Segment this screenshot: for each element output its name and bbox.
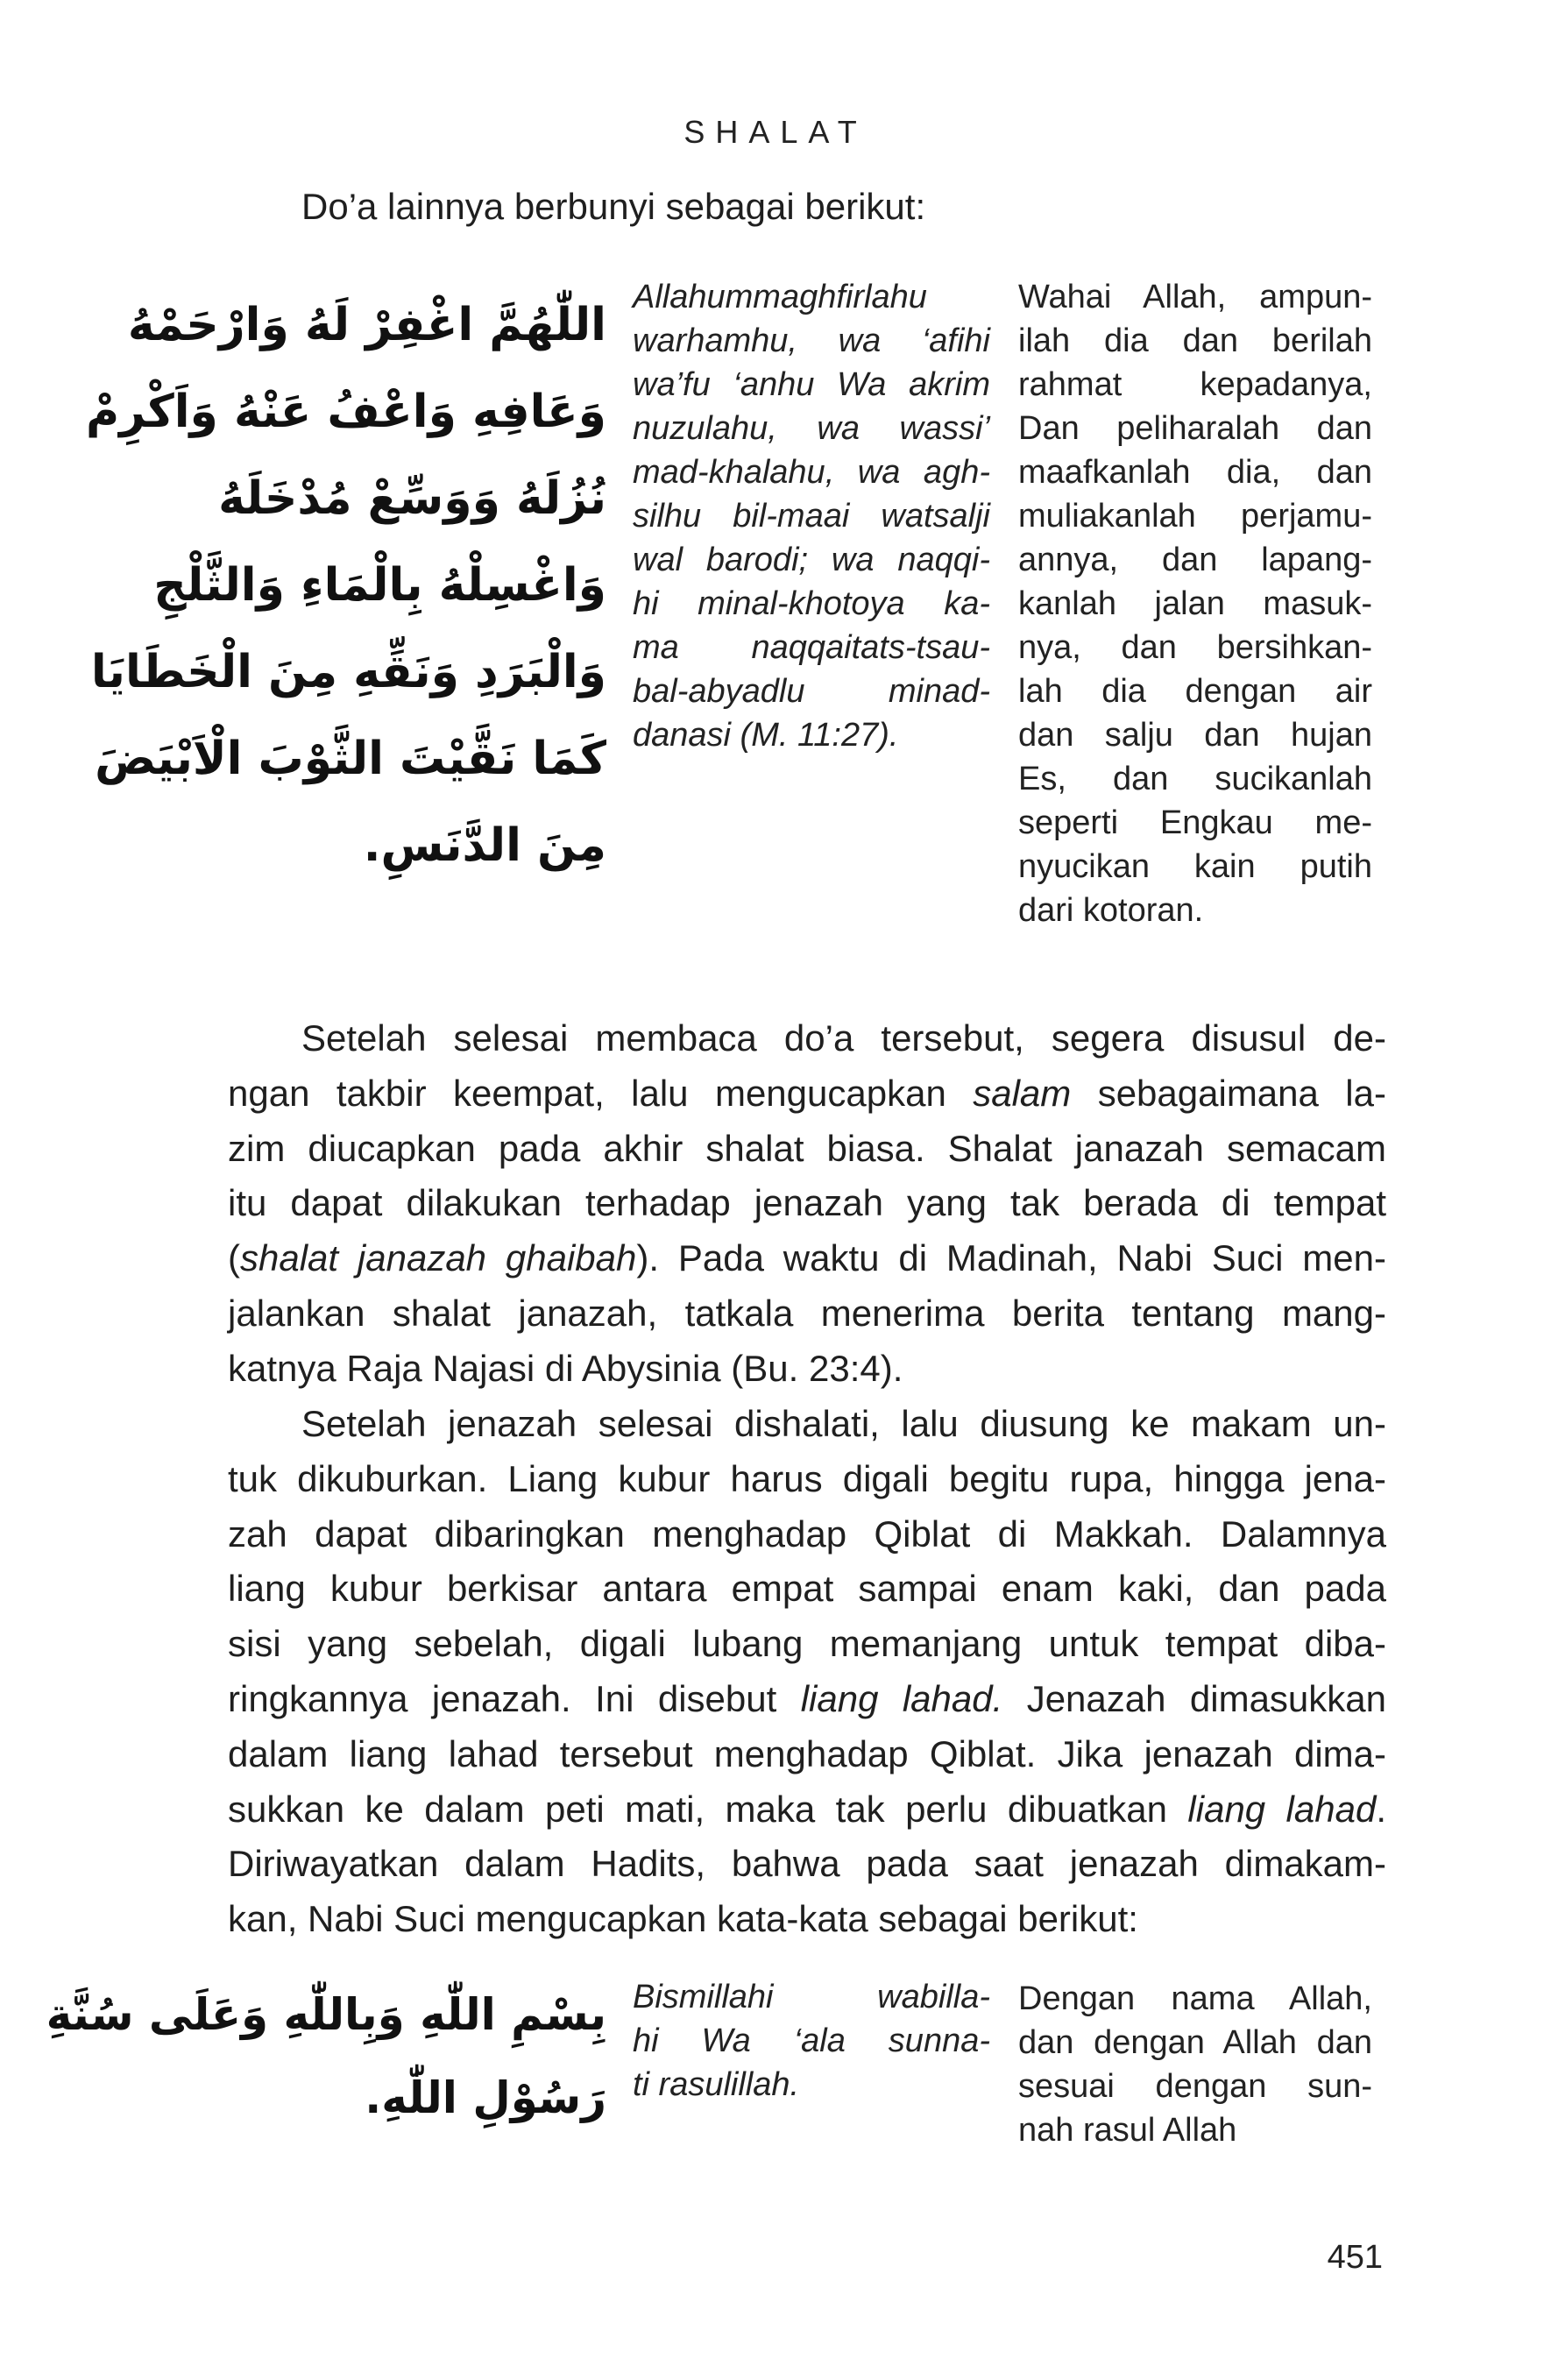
paragraph-line: jalankan shalat janazah, tatkala menerima berita tentang mang-	[228, 1292, 1386, 1334]
translation-line: Wahai Allah, ampun-	[1018, 279, 1372, 315]
translit-line: ma naqqaitats-tsau-	[633, 629, 990, 666]
paragraph-line	[228, 1782, 1386, 1838]
text-run: sukkan ke dalam peti mati, maka tak perlu dibuatkan	[228, 1788, 1188, 1830]
translit-line: silhu bil-maai watsalji	[633, 498, 990, 535]
paragraph-line: katnya Raja Najasi di Abysinia (Bu. 23:4).	[228, 1347, 903, 1389]
prayer1-transliteration	[633, 275, 990, 757]
paragraph-2	[228, 1397, 1386, 1947]
arabic-line: رَسُوْلِ اللّٰهِ.	[365, 2072, 606, 2123]
text-run: ringkannya jenazah. Ini disebut	[228, 1677, 801, 1719]
translation-line: Dan peliharalah dan	[1018, 410, 1372, 447]
text-run: ngan takbir keempat, lalu mengucapkan	[228, 1072, 974, 1114]
translit-line: ti rasulillah.	[633, 2066, 800, 2103]
translation-line: Dengan nama Allah,	[1018, 1980, 1372, 2017]
translation-line: dan dengan Allah dan	[1018, 2024, 1372, 2061]
text-run: sebagaimana la-	[1071, 1072, 1386, 1114]
translation-line: sesuai dengan sun-	[1018, 2068, 1372, 2105]
italic-term: liang lahad	[1187, 1788, 1377, 1830]
translation-line: maafkanlah dia, dan	[1018, 454, 1372, 491]
translit-line: bal-abyadlu minad-	[633, 673, 990, 710]
paragraph-line: sisi yang sebelah, digali lubang memanjang untuk tempat diba-	[228, 1623, 1386, 1665]
translit-line: Bismillahi wabilla-	[633, 1979, 990, 2015]
translation-line: seperti Engkau me-	[1018, 804, 1372, 841]
paragraph-line: kan, Nabi Suci mengucapkan kata-kata sebagai berikut:	[228, 1898, 1138, 1940]
translation-line: kanlah jalan masuk-	[1018, 585, 1372, 622]
translation-line: annya, dan lapang-	[1018, 542, 1372, 578]
prayer2-translation	[1018, 1977, 1372, 2152]
text-run: (	[228, 1237, 240, 1279]
paragraph-line: Setelah selesai membaca do’a tersebut, segera disusul de-	[301, 1017, 1386, 1059]
italic-term: liang lahad.	[800, 1677, 1003, 1719]
translit-line: wa’fu ‘anhu Wa akrim	[633, 366, 990, 403]
arabic-line: بِسْمِ اللّٰهِ وَبِاللّٰهِ وَعَلَى سُنَّةِ	[46, 1989, 606, 2040]
translit-line: hi minal-khotoya ka-	[633, 585, 990, 622]
translation-line: nya, dan bersihkan-	[1018, 629, 1372, 666]
translation-line: rahmat kepadanya,	[1018, 366, 1372, 403]
running-header: SHALAT	[683, 114, 868, 150]
arabic-line: وَاغْسِلْهُ بِالْمَاءِ وَالثَّلْجِ	[153, 559, 606, 612]
prayer2-arabic	[46, 1973, 606, 2140]
arabic-line: وَالْبَرَدِ وَنَقِّهِ مِنَ الْخَطَايَا	[90, 646, 606, 698]
translation-line: Es, dan sucikanlah	[1018, 761, 1372, 797]
translit-line: hi Wa ‘ala sunna-	[633, 2022, 990, 2059]
translation-line: dan salju dan hujan	[1018, 717, 1372, 754]
translation-line: muliakanlah perjamu-	[1018, 498, 1372, 535]
translit-line: Allahummaghfirlahu	[633, 279, 927, 315]
arabic-line: مِنَ الدَّنَسِ.	[363, 819, 606, 872]
prayer1-translation	[1018, 275, 1372, 932]
paragraph-line	[228, 1231, 1386, 1286]
prayer1-arabic	[86, 282, 606, 889]
translation-line: dari kotoran.	[1018, 892, 1204, 929]
paragraph-line: dalam liang lahad tersebut menghadap Qiblat. Jika jenazah dima-	[228, 1732, 1386, 1774]
translit-line: warhamhu, wa ‘afihi	[633, 322, 990, 359]
paragraph-line: zim diucapkan pada akhir shalat biasa. Shalat janazah semacam	[228, 1127, 1386, 1169]
intro-text: Do’a lainnya berbunyi sebagai berikut:	[301, 186, 926, 227]
text-run: Jenazah dimasukkan	[1002, 1677, 1386, 1719]
translit-line: mad-khalahu, wa agh-	[633, 454, 990, 491]
translit-line: danasi (M. 11:27).	[633, 717, 899, 754]
arabic-line: كَمَا نَقَّيْتَ الثَّوْبَ الْاَبْيَضَ	[95, 733, 606, 785]
paragraph-1	[228, 1011, 1386, 1397]
paragraph-line: Setelah jenazah selesai dishalati, lalu diusung ke makam un-	[301, 1403, 1386, 1444]
italic-term: shalat janazah ghaibah	[240, 1237, 637, 1279]
translation-line: lah dia dengan air	[1018, 673, 1372, 710]
paragraph-line: zah dapat dibaringkan menghadap Qiblat di Makkah. Dalamnya	[228, 1512, 1386, 1555]
paragraph-line: Diriwayatkan dalam Hadits, bahwa pada saat jenazah dimakam-	[228, 1843, 1386, 1885]
page-number: 451	[1327, 2239, 1383, 2276]
text-run: ). Pada waktu di Madinah, Nabi Suci men-	[636, 1237, 1386, 1279]
translation-line: ilah dia dan berilah	[1018, 322, 1372, 359]
paragraph-line	[228, 1066, 1386, 1122]
translit-line: nuzulahu, wa wassi’	[633, 410, 990, 447]
paragraph-line: itu dapat dilakukan terhadap jenazah yang tak berada di tempat	[228, 1182, 1386, 1224]
paragraph-line: tuk dikuburkan. Liang kubur harus digali begitu rupa, hingga jena-	[228, 1457, 1386, 1499]
arabic-line: اللّٰهُمَّ اغْفِرْ لَهُ وَارْحَمْهُ	[127, 299, 606, 351]
text-run: .	[1376, 1788, 1386, 1830]
paragraph-line: liang kubur berkisar antara empat sampai enam kaki, dan pada	[228, 1568, 1386, 1610]
translation-line: nah rasul Allah	[1018, 2112, 1237, 2149]
translit-line: wal barodi; wa naqqi-	[633, 542, 990, 578]
italic-term: salam	[973, 1072, 1072, 1114]
arabic-line: نُزُلَهُ وَوَسِّعْ مُدْخَلَهُ	[218, 472, 606, 525]
prayer2-transliteration	[633, 1975, 990, 2107]
translation-line: nyucikan kain putih	[1018, 848, 1372, 885]
arabic-line: وَعَافِهِ وَاعْفُ عَنْهُ وَاَكْرِمْ	[86, 386, 606, 438]
paragraph-line	[228, 1672, 1386, 1727]
